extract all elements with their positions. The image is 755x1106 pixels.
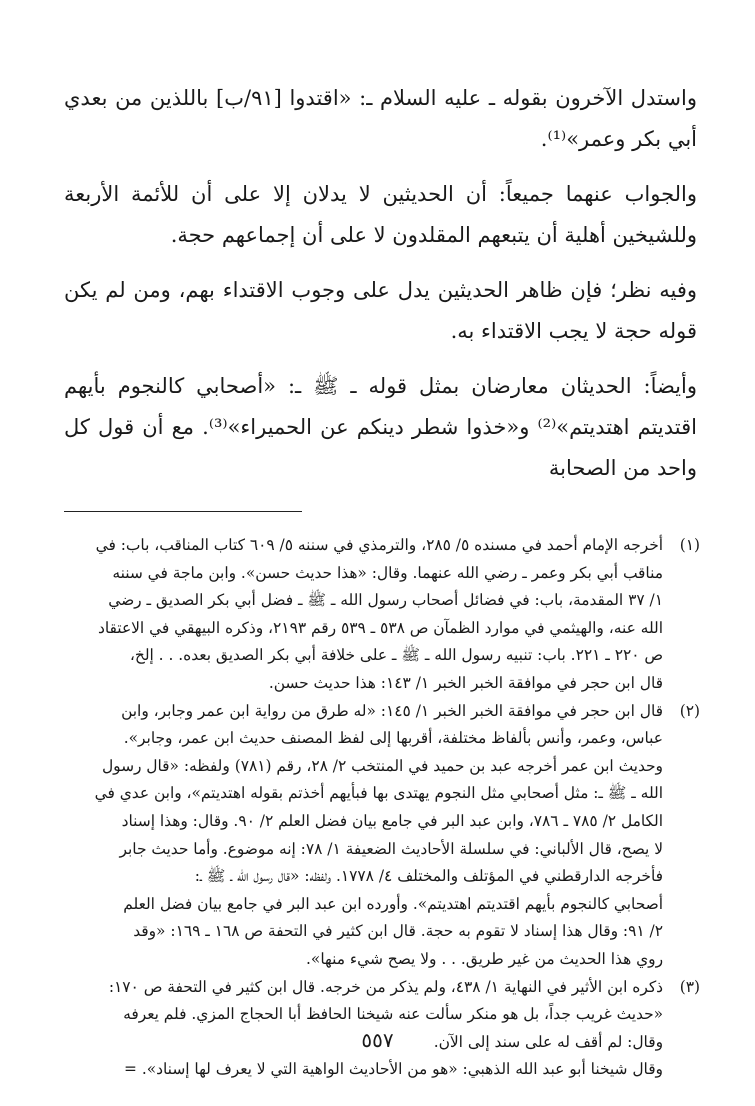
page-number: ٥٥٧ bbox=[361, 1028, 394, 1052]
footnote-line: عباس، وعمر، وأنس بألفاظ مختلفة، أقربها إلى لفظ المصنف حديث ابن عمر، وجابر». bbox=[123, 729, 663, 748]
page bbox=[64, 78, 700, 1084]
footnote bbox=[64, 532, 700, 698]
paragraph: وأيضاً: الحديثان معارضان بمثل قوله ـ ﷺ ـ: «أصحابي كالنجوم بأيهم اقتديتم اهتديتم»⁽²⁾ و«خذوا شطر دينكم عن الحميراء»⁽³⁾. مع أن قول كل واحد من الصحابة bbox=[64, 374, 698, 480]
footnote-number: (١) bbox=[679, 536, 700, 554]
footnote-separator-wrap bbox=[64, 511, 697, 512]
paragraph: والجواب عنهما جميعاً: أن الحديثين لا يدلان إلا على أن للأئمة الأربعة وللشيخين أهلية أن يتبعهم المقلدون لا على أن إجماعهم حجة. bbox=[64, 182, 697, 247]
footnote-line: وقال: لم أقف له على سند إلى الآن. bbox=[433, 1032, 663, 1051]
footnote-line: الله ـ ﷺ ـ: مثل أصحابي مثل النجوم يهتدى بها فبأيهم أخذتم بقوله اهتديتم»، وابن عدي في bbox=[94, 784, 663, 803]
footnote bbox=[64, 698, 700, 974]
footnote-line: مناقب أبي بكر وعمر ـ رضي الله عنهما. وقال: «هذا حديث حسن». وابن ماجة في سننه bbox=[112, 563, 663, 582]
footnote-line: الكامل ٢/ ٧٨٥ ـ ٧٨٦، وابن عبد البر في جامع بيان فضل العلم ٢/ ٩٠. وقال: وهذا إسناد bbox=[121, 811, 663, 830]
footnotes bbox=[64, 532, 700, 1084]
footnote-line: لا يصح، قال الألباني: في سلسلة الأحاديث الضعيفة ١/ ٧٨: إنه موضوع. وأما حديث جابر bbox=[119, 839, 663, 858]
footnote-line: «حديث غريب جداً، بل هو منكر سألت عنه شيخنا الحافظ أبا الحجاج المزي. فلم يعرفه bbox=[123, 1005, 663, 1024]
footnote-number: (٣) bbox=[679, 977, 700, 996]
footnote-line: وقال شيخنا أبو عبد الله الذهبي: «هو من الأحاديث الواهية التي لا يعرف لها إسناد». = bbox=[124, 1060, 663, 1079]
paragraph: واستدل الآخرون بقوله ـ عليه السلام ـ: «اقتدوا [٩١/ب] باللذين من بعدي أبي بكر وعمر»⁽¹⁾. bbox=[64, 86, 697, 151]
footnote-line: ذكره ابن الأثير في النهاية ١/ ٤٣٨، ولم يذكر من خرجه. قال ابن كثير في التحفة ص ١٧٠: bbox=[108, 977, 663, 996]
footnote-line: فأخرجه الدارقطني في المؤتلف والمختلف ٤/ ١٧٧٨. ولفظه: «قال رسول الله ـ ﷺ ـ: bbox=[194, 867, 663, 886]
footnote-separator bbox=[64, 511, 302, 512]
footnote-line: ٢/ ٩١: وقال هذا إسناد لا تقوم به حجة. قال ابن كثير في التحفة ص ١٦٨ ـ ١٦٩: «وقد bbox=[133, 922, 663, 941]
footnote-line: قال ابن حجر في موافقة الخبر الخبر ١/ ١٤٥: «له طرق من رواية ابن عمر وجابر، وابن bbox=[121, 701, 663, 720]
footnote-line: روي هذا الحديث من غير طريق. . . ولا يصح شيء منها». bbox=[306, 949, 663, 968]
footnote-line: الله عنه، والهيثمي في موارد الظمآن ص ٥٣٨ ـ ٥٣٩ رقم ٢١٩٣، وذكره البيهقي في الاعتقاد bbox=[97, 618, 663, 637]
footnote-line: وحديث ابن عمر أخرجه عبد بن حميد في المنتخب ٢/ ٢٨، رقم (٧٨١) ولفظه: «قال رسول bbox=[101, 756, 663, 775]
footnote-number: (٢) bbox=[679, 701, 700, 720]
footnote-line: قال ابن حجر في موافقة الخبر الخبر ١/ ١٤٣: هذا حديث حسن. bbox=[268, 673, 663, 692]
main-text bbox=[64, 78, 697, 489]
footnote-line: ١/ ٣٧ المقدمة، باب: في فضائل أصحاب رسول الله ـ ﷺ ـ فضل أبي بكر الصديق ـ رضي bbox=[108, 591, 663, 610]
footnote-line: أصحابي كالنجوم بأيهم اقتديتم اهتديتم». وأورده ابن عبد البر في جامع بيان فضل العلم bbox=[123, 894, 663, 913]
footnote-line: أخرجه الإمام أحمد في مسنده ٥/ ٢٨٥، والترمذي في سننه ٥/ ٦٠٩ كتاب المناقب، باب: في bbox=[95, 536, 663, 554]
paragraph: وفيه نظر؛ فإن ظاهر الحديثين يدل على وجوب الاقتداء بهم، ومن لم يكن قوله حجة لا يجب الاقتداء به. bbox=[64, 278, 697, 343]
footnote-line: ص ٢٢٠ ـ ٢٢١. باب: تنبيه رسول الله ـ ﷺ ـ على خلافة أبي بكر الصديق بعده. . . إلخ، bbox=[129, 646, 663, 665]
